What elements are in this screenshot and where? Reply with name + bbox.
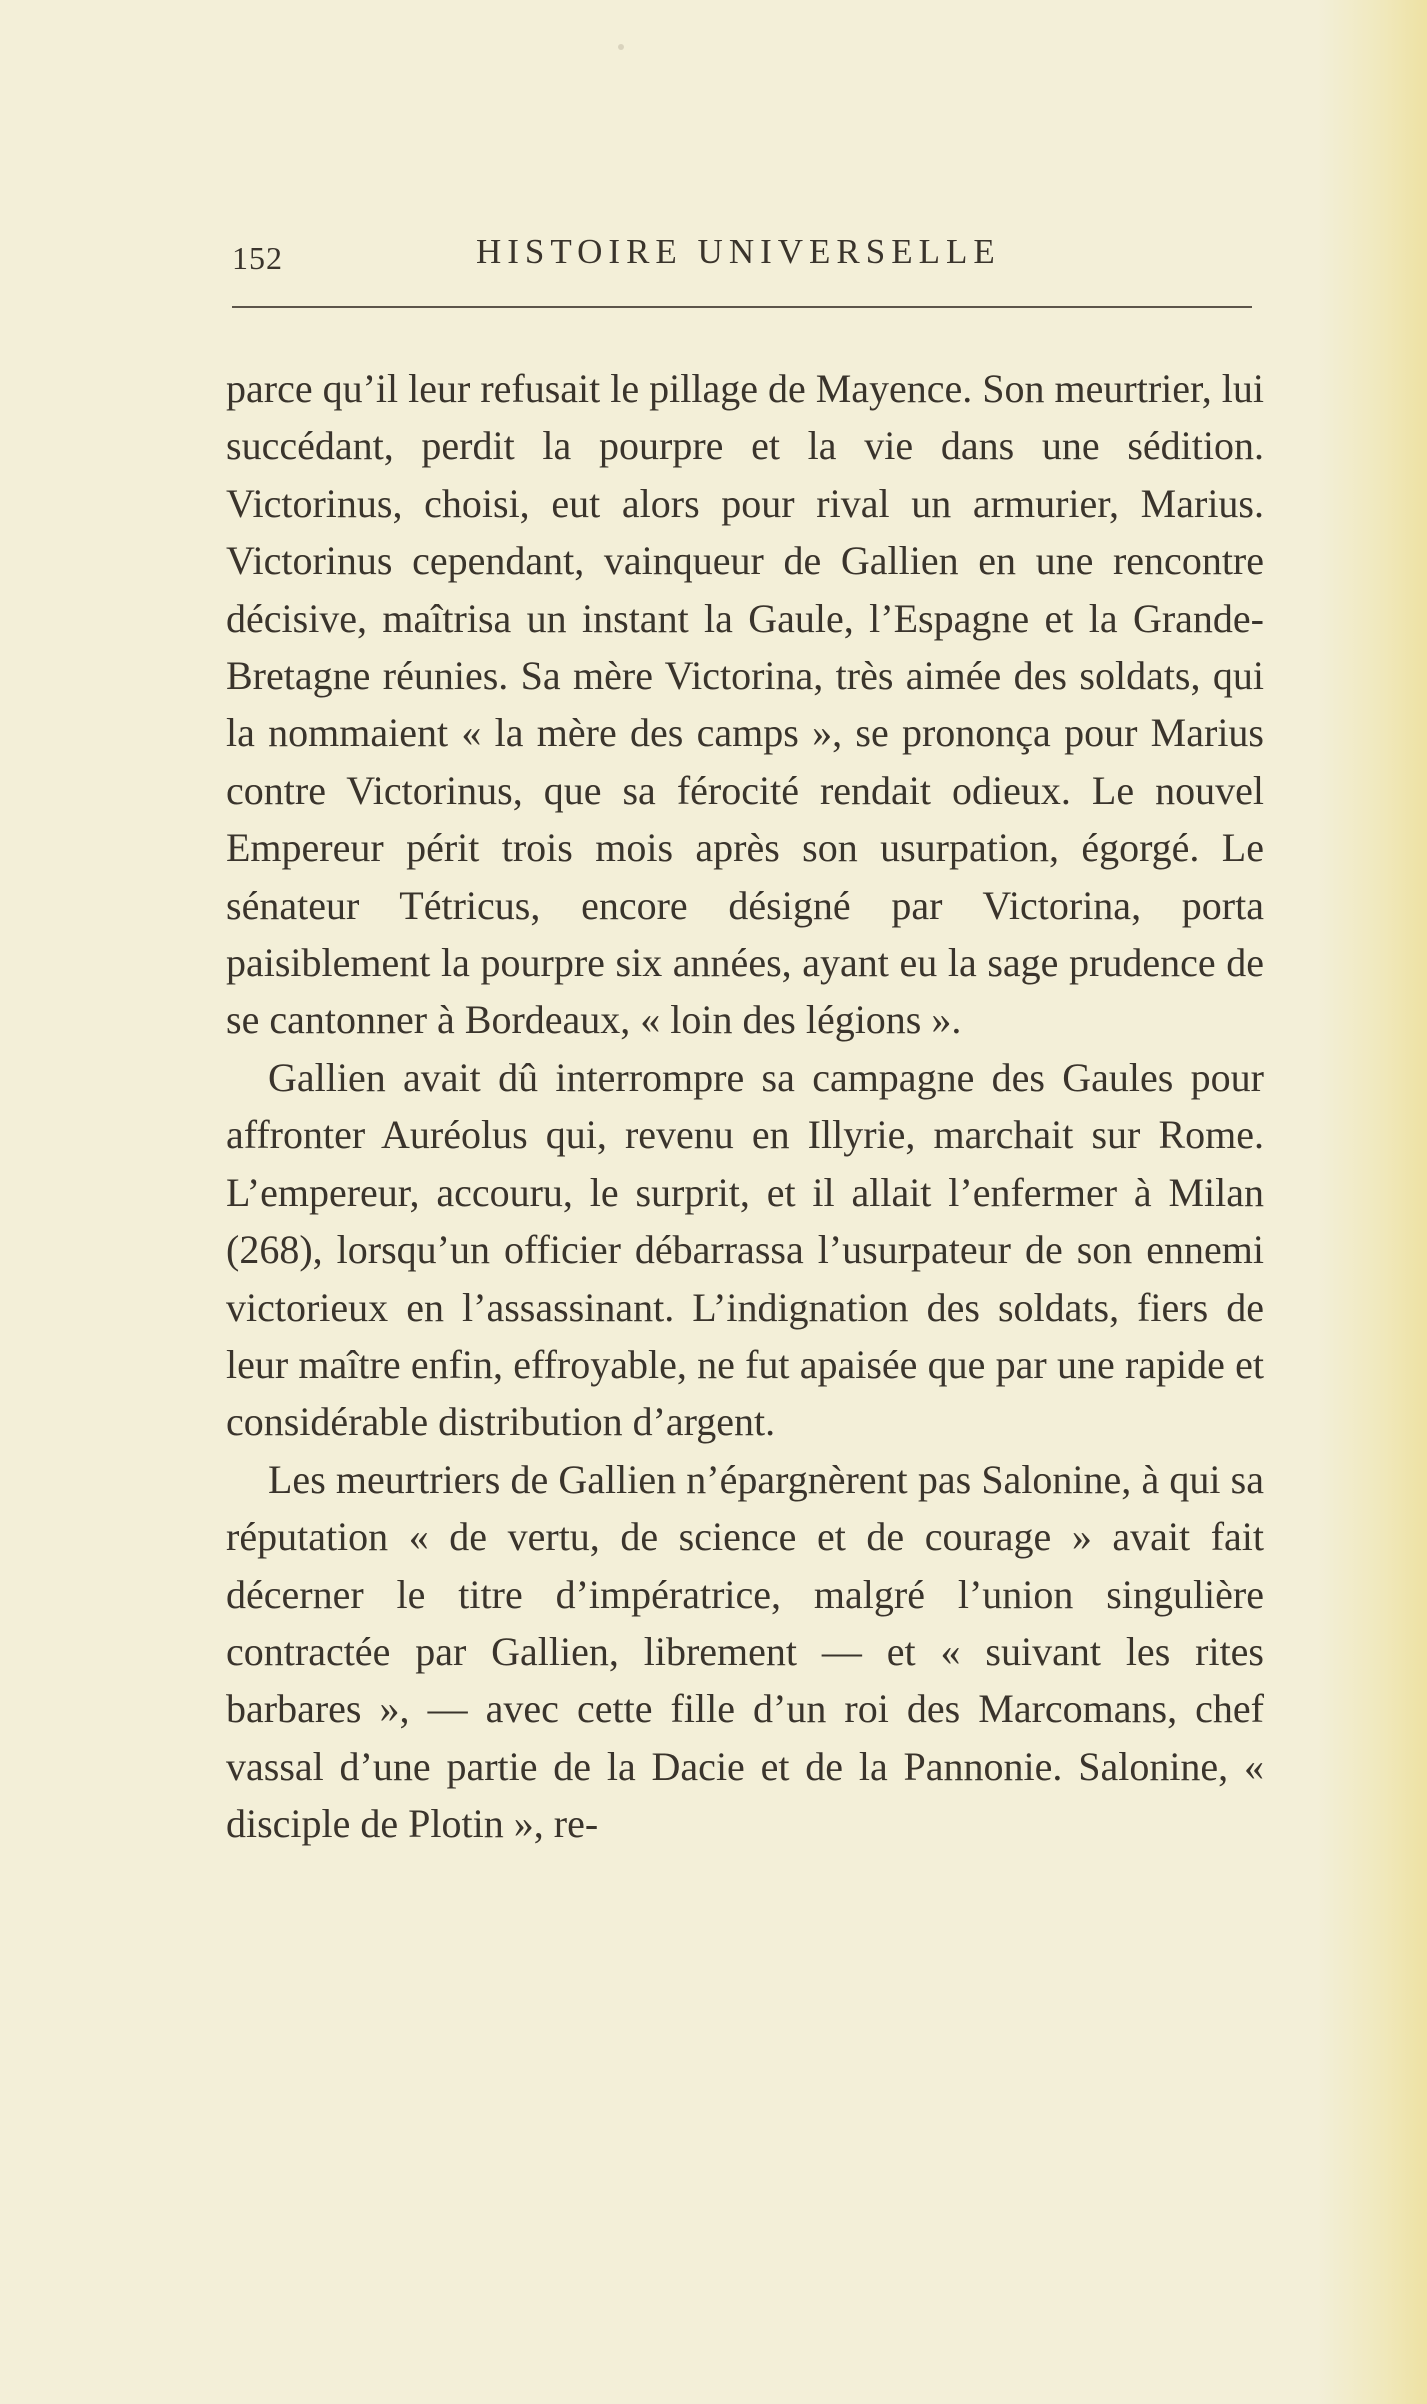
running-header xyxy=(232,228,1252,284)
page-edge-shading xyxy=(1317,0,1427,2404)
running-title: HISTOIRE UNIVERSELLE xyxy=(476,232,1001,271)
paper-speck xyxy=(618,44,624,50)
paragraph-2: Gallien avait dû interrompre sa campagne des Gaules pour affronter Auréolus qui, revenu en Illyrie, marchait sur Rome. L’empereur, accouru, le surprit, et il allait l’enfermer à Milan (268), lorsqu’un officier débarrassa l’usurpateur de son ennemi victorieux en l’assassinant. L’indignation des soldats, fiers de leur maître enfin, effroyable, ne fut apaisée que par une rapide et considérable distribution d’argent. xyxy=(226,1054,1264,1445)
paragraph-3: Les meurtriers de Gallien n’épargnèrent pas Salonine, à qui sa réputation « de vertu, de science et de courage » avait fait décerner le titre d’impératrice, malgré l’union singulière contractée par Gallien, librement — et « suivant les rites barbares », — avec cette fille d’un roi des Marcomans, chef vassal d’une partie de la Dacie et de la Pannonie. Salonine, « disciple de Plotin », re- xyxy=(226,1456,1264,1847)
body-text xyxy=(226,360,1264,1853)
header-rule xyxy=(232,306,1252,308)
paragraph-1: parce qu’il leur refusait le pillage de Mayence. Son meurtrier, lui succédant, perdit la pourpre et la vie dans une sédition. Victorinus, choisi, eut alors pour rival un armurier, Marius. Victorinus cependant, vainqueur de Gallien en une rencontre décisive, maîtrisa un instant la Gaule, l’Espagne et la Grande-Bretagne réunies. Sa mère Victorina, très aimée des soldats, qui la nommaient « la mère des camps », se prononça pour Marius contre Victorinus, que sa férocité rendait odieux. Le nouvel Empereur périt trois mois après son usurpation, égorgé. Le sénateur Tétricus, encore désigné par Victorina, porta paisiblement la pourpre six années, ayant eu la sage prudence de se cantonner à Bordeaux, « loin des légions ». xyxy=(226,366,1264,1043)
page-number: 152 xyxy=(232,240,283,276)
